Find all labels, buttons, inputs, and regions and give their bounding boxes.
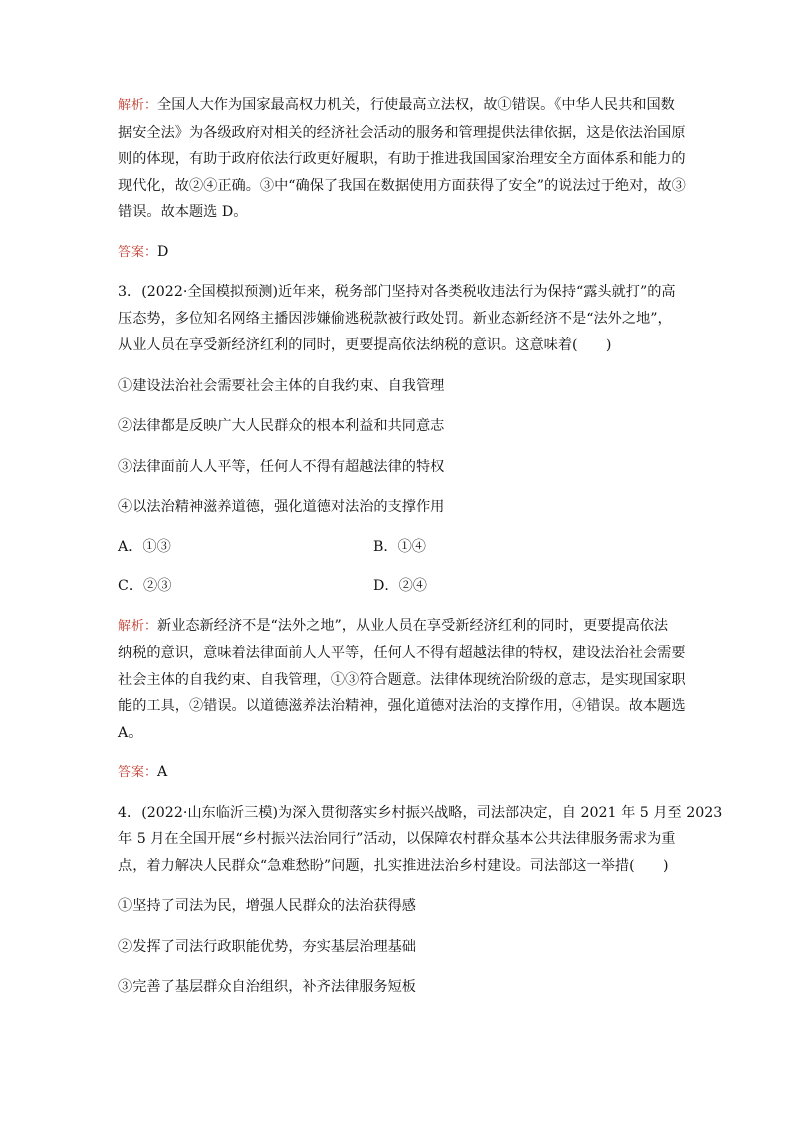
answer-block-1: [118, 239, 678, 267]
analysis-line: 社会主体的自我约束、自我管理，①③符合题意。法律体现统治阶级的意志，是实现国家职: [118, 671, 686, 688]
option-d: D．②④: [373, 578, 427, 594]
question-4-item-3: ③完善了基层群众自治组织，补齐法律服务短板: [118, 979, 416, 995]
question-4-item-2: ②发挥了司法行政职能优势，夯实基层治理基础: [118, 938, 416, 955]
analysis-line: 能的工具，②错误。以道德滋养法治精神，强化道德对法治的支撑作用，④错误。故本题选: [118, 698, 686, 714]
analysis-line: 纳税的意识，意味着法律面前人人平等，任何人不得有超越法律的特权，建设法治社会需要: [118, 645, 686, 661]
question-line: 从业人员在享受新经济红利的同时，更要提高依法纳税的意识。这意味着( ): [118, 337, 612, 353]
question-line: 年 5 月在全国开展“乡村振兴法治同行”活动，以保障农村群众基本公共法律服务需求为重: [118, 831, 676, 847]
analysis-line: 则的体现，有助于政府依法行政更好履职，有助于推进我国国家治理安全方面体系和能力的: [118, 151, 686, 167]
option-a: A．①③: [118, 538, 171, 555]
analysis-line: 解析：全国人大作为国家最高权力机关，行使最高立法权，故①错误。《中华人民共和国数: [118, 97, 675, 113]
analysis-block-1: [118, 92, 686, 226]
answer-label: 答案：: [118, 244, 158, 260]
question-3-item-1: ①建设法治社会需要社会主体的自我约束、自我管理: [118, 377, 445, 394]
analysis-label: 解析：: [118, 618, 158, 634]
option-c: C．②③: [118, 578, 172, 594]
question-3-stem: [118, 279, 678, 359]
question-3-item-3: ③法律面前人人平等，任何人不得有超越法律的特权: [118, 458, 445, 475]
analysis-line: 解析：新业态新经济不是“法外之地”，从业人员在享受新经济红利的同时，更要提高依法: [118, 617, 669, 634]
question-3-options-row-1: [118, 534, 678, 561]
question-line: 3．(2022·全国模拟预测)近年来，税务部门坚持对各类税收违法行为保持“露头就打”的高: [118, 284, 676, 300]
analysis-line: A。: [118, 724, 143, 741]
question-line: 点，着力解决人民群众“急难愁盼”问题，扎实推进法治乡村建设。司法部这一举措( ): [118, 857, 669, 874]
question-4-stem: [118, 800, 723, 880]
answer-value: D: [157, 243, 169, 260]
question-3-options-row-2: [118, 573, 678, 600]
answer-value: A: [157, 764, 168, 780]
answer-label: 答案：: [118, 765, 158, 780]
question-line: 压态势，多位知名网络主播因涉嫌偷逃税款被行政处罚。新业态新经济不是“法外之地”，: [118, 310, 672, 327]
analysis-block-3: [118, 613, 686, 747]
analysis-line: 据安全法》为各级政府对相关的经济社会活动的服务和管理提供法律依据，这是依法治国原: [118, 124, 686, 141]
question-3-item-4: ④以法治精神滋养道德，强化道德对法治的支撑作用: [118, 499, 445, 515]
analysis-line: 错误。故本题选 D。: [118, 204, 248, 220]
option-b: B．①④: [373, 538, 426, 555]
analysis-label: 解析：: [118, 98, 158, 113]
analysis-line: 现代化，故②④正确。③中“确保了我国在数据使用方面获得了安全”的说法过于绝对，故③: [118, 177, 686, 194]
question-4-item-1: ①坚持了司法为民，增强人民群众的法治获得感: [118, 898, 416, 914]
question-line: 4．(2022·山东临沂三模)为深入贯彻落实乡村振兴战略，司法部决定，自 2021 年 5 月至 2023: [118, 804, 723, 821]
answer-block-3: [118, 759, 678, 787]
document-page: [118, 92, 723, 1001]
question-3-item-2: ②法律都是反映广大人民群众的根本利益和共同意志: [118, 418, 445, 434]
